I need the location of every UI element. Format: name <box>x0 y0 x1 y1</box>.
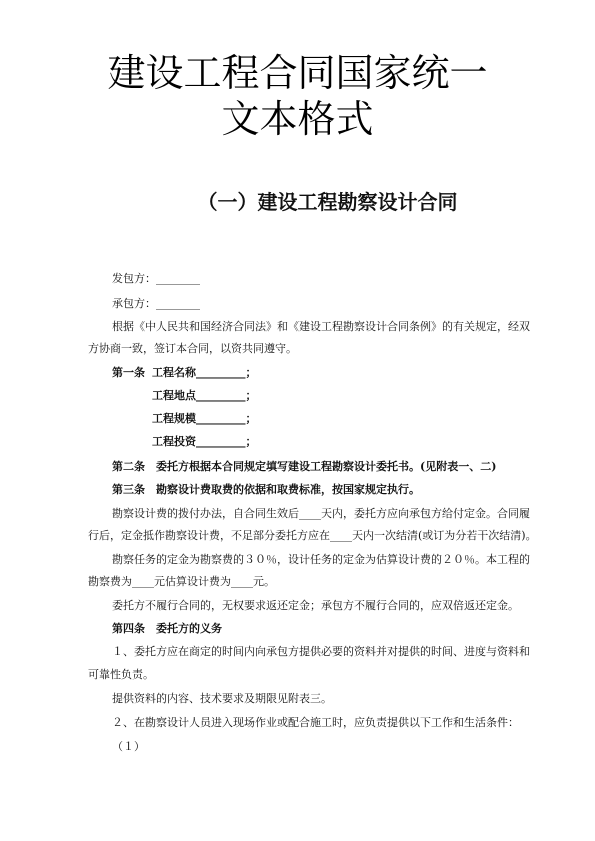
preamble-line1: 根据《中人民共和国经济合同法》和《建设工程勘察设计合同条例》的有关规定，经双 <box>112 320 530 333</box>
article2: 第二条 委托方根据本合同规定填写建设工程勘察设计委托书。(见附表一、二) <box>112 460 497 473</box>
document-title-line2: 文本格式 <box>221 97 374 141</box>
document-title-line1: 建设工程合同国家统一 <box>107 51 488 95</box>
employer-line: 发包方：________ <box>112 272 200 285</box>
contractor-line: 承包方：________ <box>112 297 200 310</box>
article3-para2-line2: 勘察费为____元估算设计费为____元。 <box>88 575 275 588</box>
article1-heading: 第一条 <box>112 366 145 379</box>
article4-item1-line1: １、委托方应在商定的时间内向承包方提供必要的资料并对提供的时间、进度与资料和 <box>112 645 530 658</box>
article4-item2: ２、在勘察设计人员进入现场作业或配合施工时，应负责提供以下工作和生活条件： <box>112 716 519 729</box>
article4-item2-sub: （１） <box>112 740 145 753</box>
article3-para1-line2: 行后，定金抵作勘察设计费，不足部分委托方应在____天内一次结清(或订为分若干次结清)。 <box>88 529 537 542</box>
project-scale-field: 工程规模_________； <box>152 412 257 425</box>
article3-heading: 第三条 勘察设计费取费的依据和取费标准，按国家规定执行。 <box>112 483 420 496</box>
article4-item1-line2: 可靠性负责。 <box>88 668 154 681</box>
project-investment-field: 工程投资_________； <box>152 435 257 448</box>
preamble-line2: 方协商一致，签订本合同，以资共同遵守。 <box>88 342 297 355</box>
project-location-field: 工程地点_________； <box>152 389 257 402</box>
article3-para3: 委托方不履行合同的，无权要求返还定金；承包方不履行合同的，应双倍返还定金。 <box>112 599 519 612</box>
contract-subtitle: （一）建设工程勘察设计合同 <box>197 190 458 214</box>
article3-para1-line1: 勘察设计费的拨付办法，自合同生效后____天内，委托方应向承包方给付定金。合同履 <box>112 507 530 520</box>
article4-item1-note: 提供资料的内容、技术要求及期限见附表三。 <box>112 692 332 705</box>
project-name-field: 工程名称_________； <box>152 366 257 379</box>
article4-heading: 第四条 委托方的义务 <box>112 622 222 635</box>
article3-para2-line1: 勘察任务的定金为勘察费的３０％，设计任务的定金为估算设计费的２０％。本工程的 <box>112 553 530 566</box>
